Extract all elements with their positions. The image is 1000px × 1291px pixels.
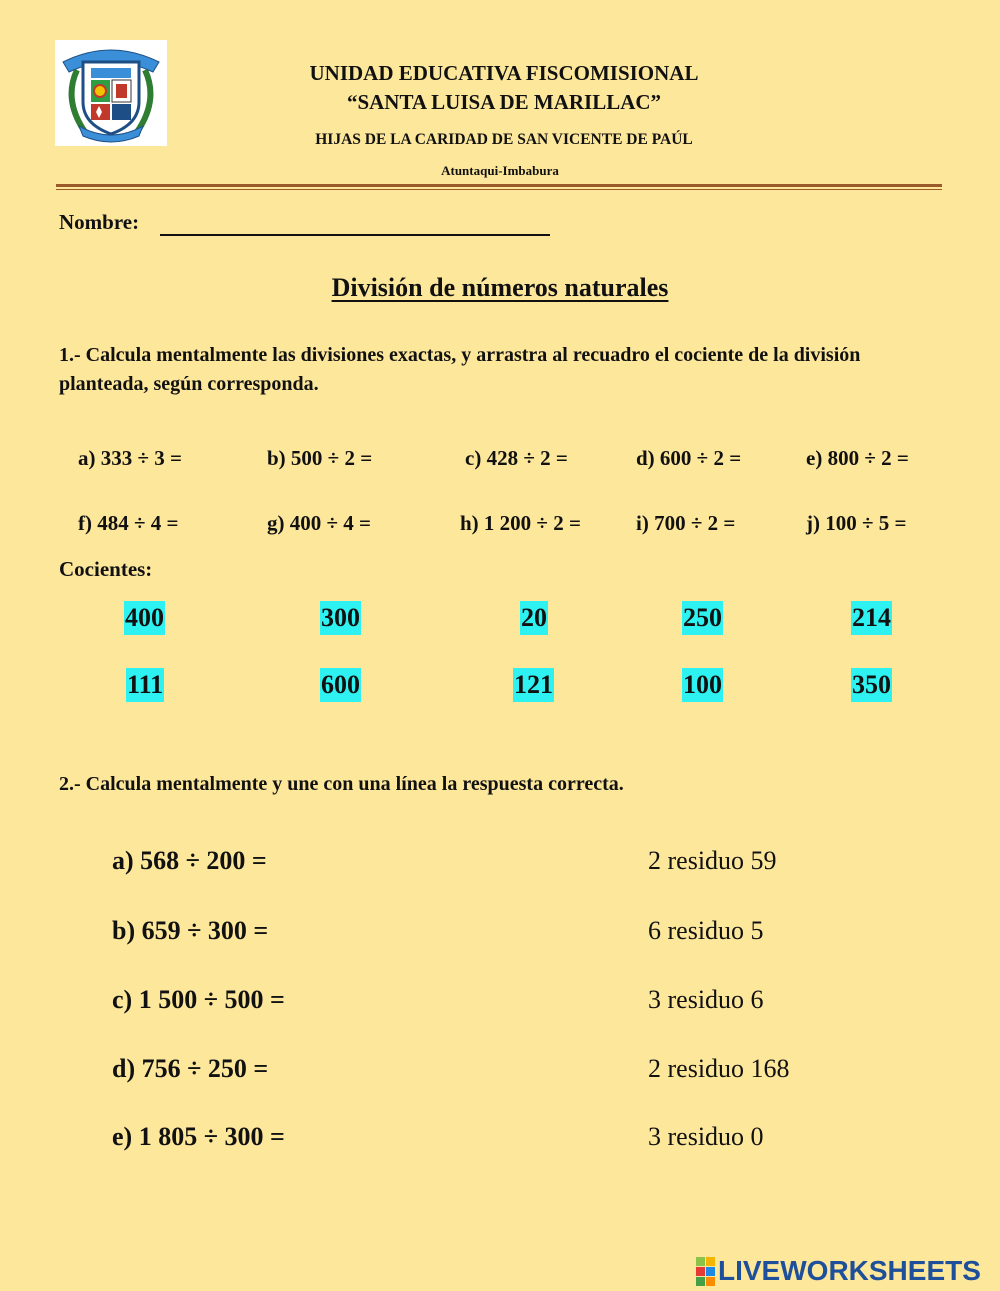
name-label: Nombre: [59,210,140,234]
worksheet-title: División de números naturales [331,273,669,302]
exercise-d: d) 600 ÷ 2 = [636,446,742,470]
quotient-chip[interactable]: 350 [851,668,892,702]
header-divider-thin [56,189,942,190]
quotient-chip[interactable]: 214 [851,601,892,635]
division-item-c[interactable]: c) 1 500 ÷ 500 = [112,985,285,1014]
division-item-d[interactable]: d) 756 ÷ 250 = [112,1054,269,1083]
answer-option[interactable]: 3 residuo 6 [648,985,764,1014]
question-1-instruction: 1.- Calcula mentalmente las divisiones exactas, y arrastra al recuadro el cociente de la división planteada, según corresponda. [59,344,861,395]
answer-option[interactable]: 6 residuo 5 [648,916,764,945]
quotient-chip[interactable]: 20 [520,601,548,635]
header-divider [56,184,942,187]
exercise-f: f) 484 ÷ 4 = [78,511,179,535]
division-item-b[interactable]: b) 659 ÷ 300 = [112,916,269,945]
exercise-g: g) 400 ÷ 4 = [267,511,371,535]
answer-option[interactable]: 2 residuo 59 [648,846,777,875]
division-item-e[interactable]: e) 1 805 ÷ 300 = [112,1122,285,1151]
exercise-h: h) 1 200 ÷ 2 = [460,511,581,535]
school-name: UNIDAD EDUCATIVA FISCOMISIONAL [309,61,699,85]
quotient-chip[interactable]: 121 [513,668,554,702]
school-saint-name: “SANTA LUISA DE MARILLAC” [346,90,662,114]
name-blank-line [160,234,550,236]
congregation-name: HIJAS DE LA CARIDAD DE SAN VICENTE DE PAÚL [315,131,693,148]
exercise-i: i) 700 ÷ 2 = [636,511,736,535]
liveworksheets-mark-icon [696,1257,715,1286]
exercise-b: b) 500 ÷ 2 = [267,446,373,470]
liveworksheets-wordmark: LIVEWORKSHEETS [718,1255,981,1286]
exercise-c: c) 428 ÷ 2 = [465,446,568,470]
quotient-chip[interactable]: 300 [320,601,361,635]
answer-option[interactable]: 3 residuo 0 [648,1122,764,1151]
question-2-instruction: 2.- Calcula mentalmente y une con una línea la respuesta correcta. [59,773,624,795]
quotient-chip[interactable]: 111 [126,668,164,702]
division-item-a[interactable]: a) 568 ÷ 200 = [112,846,267,875]
quotient-chip[interactable]: 400 [124,601,165,635]
answer-option[interactable]: 2 residuo 168 [648,1054,790,1083]
quotient-chip[interactable]: 600 [320,668,361,702]
exercise-j: j) 100 ÷ 5 = [806,511,907,535]
school-location: Atuntaqui-Imbabura [441,163,559,178]
exercise-e: e) 800 ÷ 2 = [806,446,909,470]
cocientes-label: Cocientes: [59,557,153,581]
exercise-a: a) 333 ÷ 3 = [78,446,182,470]
quotient-chip[interactable]: 250 [682,601,723,635]
liveworksheets-logo[interactable] [696,1255,981,1287]
quotient-chip[interactable]: 100 [682,668,723,702]
